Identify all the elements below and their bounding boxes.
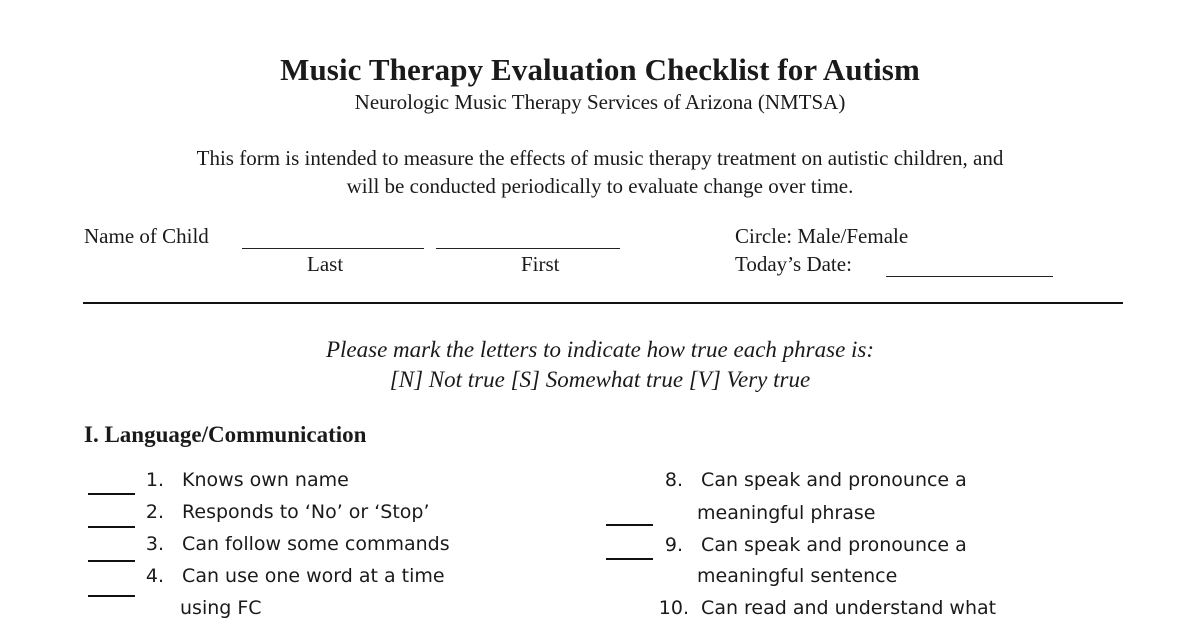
checklist-item: 10. Can read and understand what [658, 597, 997, 619]
checklist-item: 9. Can speak and pronounce a [664, 534, 967, 556]
answer-blank-8[interactable] [606, 524, 653, 526]
checklist-item-continuation: meaningful sentence [697, 565, 898, 587]
first-name-blank[interactable] [436, 228, 620, 249]
intro-line-1: This form is intended to measure the effects of music therapy treatment on autistic children, and [196, 146, 1004, 170]
intro-line-2: will be conducted periodically to evaluate change over time. [346, 174, 854, 198]
last-name-label: Last [307, 252, 344, 276]
form-title: Music Therapy Evaluation Checklist for Autism [280, 52, 920, 87]
gender-circle-label: Circle: Male/Female [735, 224, 909, 248]
organization-subtitle: Neurologic Music Therapy Services of Arizona (NMTSA) [354, 90, 846, 114]
checklist-item: 8. Can speak and pronounce a [664, 469, 967, 491]
answer-blank-9[interactable] [606, 558, 653, 560]
checklist-item: 4. Can use one word at a time [145, 565, 445, 587]
rating-legend: [N] Not true [S] Somewhat true [V] Very true [389, 367, 811, 392]
todays-date-label: Today’s Date: [735, 252, 852, 276]
answer-blank-3[interactable] [88, 560, 135, 562]
answer-blank-2[interactable] [88, 526, 135, 528]
instructions-line-1: Please mark the letters to indicate how true each phrase is: [325, 337, 875, 362]
answer-blank-4[interactable] [88, 595, 135, 597]
checklist-item: 2. Responds to ‘No’ or ‘Stop’ [145, 501, 430, 523]
checklist-item-continuation: using FC [180, 597, 262, 619]
section-divider [83, 302, 1123, 304]
name-of-child-label: Name of Child [84, 224, 209, 248]
todays-date-blank[interactable] [886, 256, 1053, 277]
intro-paragraph [0, 144, 1200, 200]
section-heading-language: I. Language/Communication [84, 422, 367, 447]
last-name-blank[interactable] [242, 228, 424, 249]
checklist-item: 1. Knows own name [145, 469, 349, 491]
first-name-label: First [521, 252, 560, 276]
checklist-item-continuation: meaningful phrase [697, 502, 876, 524]
checklist-item: 3. Can follow some commands [145, 533, 450, 555]
answer-blank-1[interactable] [88, 493, 135, 495]
